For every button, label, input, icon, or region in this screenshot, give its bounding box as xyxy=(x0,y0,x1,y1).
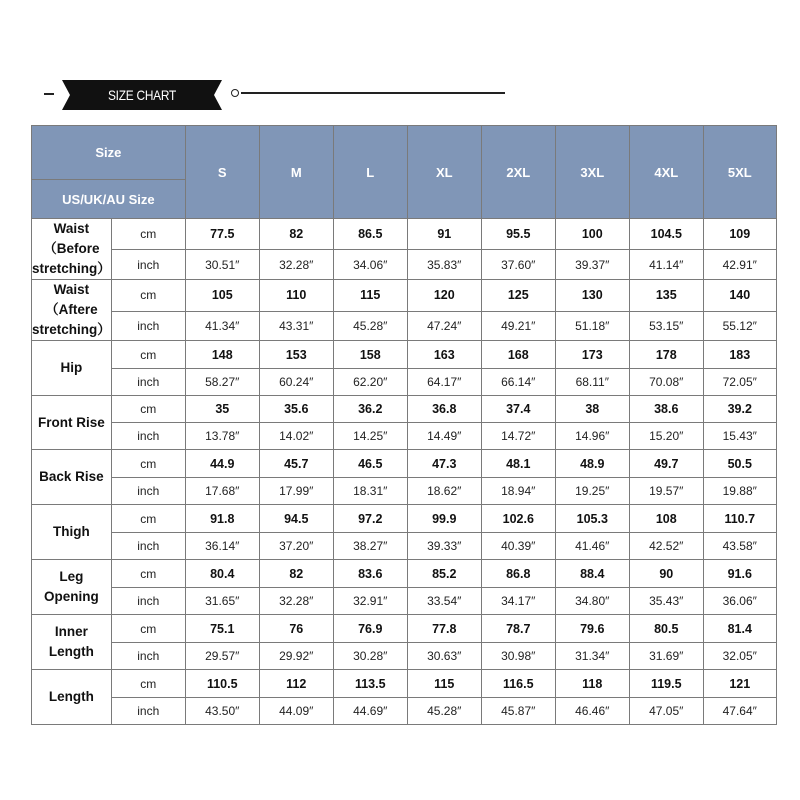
measurement-label xyxy=(32,505,112,560)
measurement-label-line: stretching） xyxy=(32,322,111,337)
inch-value-cell: 14.02″ xyxy=(259,423,333,450)
inch-value-cell: 41.34″ xyxy=(185,311,259,340)
inch-value-cell: 32.05″ xyxy=(703,643,776,670)
inch-value-cell: 34.17″ xyxy=(481,588,555,615)
inch-value-cell: 62.20″ xyxy=(333,369,407,396)
unit-inch-cell: inch xyxy=(111,478,185,505)
measurement-label-line: Thigh xyxy=(53,524,90,539)
inch-value-cell: 43.50″ xyxy=(185,698,259,725)
measurement-label xyxy=(32,341,112,396)
cm-value-cell: 178 xyxy=(629,341,703,369)
measurement-row-cm xyxy=(32,396,777,423)
cm-value-cell: 153 xyxy=(259,341,333,369)
cm-value-cell: 108 xyxy=(629,505,703,533)
measurement-row-inch xyxy=(32,478,777,505)
measurement-label xyxy=(32,396,112,450)
cm-value-cell: 135 xyxy=(629,280,703,312)
inch-value-cell: 31.65″ xyxy=(185,588,259,615)
unit-cm-cell: cm xyxy=(111,341,185,369)
inch-value-cell: 17.99″ xyxy=(259,478,333,505)
inch-value-cell: 18.31″ xyxy=(333,478,407,505)
inch-value-cell: 18.62″ xyxy=(407,478,481,505)
measurement-row-inch xyxy=(32,533,777,560)
unit-cm-cell: cm xyxy=(111,396,185,423)
cm-value-cell: 140 xyxy=(703,280,776,312)
inch-value-cell: 34.80″ xyxy=(555,588,629,615)
size-col-header: 3XL xyxy=(555,126,629,219)
size-col-header: 4XL xyxy=(629,126,703,219)
cm-value-cell: 119.5 xyxy=(629,670,703,698)
measurement-label-line: Waist xyxy=(53,282,90,297)
inch-value-cell: 19.57″ xyxy=(629,478,703,505)
unit-inch-cell: inch xyxy=(111,698,185,725)
cm-value-cell: 82 xyxy=(259,560,333,588)
inch-value-cell: 40.39″ xyxy=(481,533,555,560)
measurement-label-line: Length xyxy=(48,644,94,659)
measurement-label-line: Waist xyxy=(53,221,90,236)
cm-value-cell: 38.6 xyxy=(629,396,703,423)
inch-value-cell: 14.72″ xyxy=(481,423,555,450)
inch-value-cell: 13.78″ xyxy=(185,423,259,450)
inch-value-cell: 49.21″ xyxy=(481,311,555,340)
unit-cm-cell: cm xyxy=(111,450,185,478)
size-col-header: XL xyxy=(407,126,481,219)
measurement-label xyxy=(32,219,112,280)
cm-value-cell: 44.9 xyxy=(185,450,259,478)
inch-value-cell: 53.15″ xyxy=(629,311,703,340)
unit-cm-cell: cm xyxy=(111,615,185,643)
unit-inch-cell: inch xyxy=(111,369,185,396)
measurement-label-line: Opening xyxy=(44,589,99,604)
cm-value-cell: 49.7 xyxy=(629,450,703,478)
cm-value-cell: 105 xyxy=(185,280,259,312)
measurement-label xyxy=(32,615,112,670)
unit-inch-cell: inch xyxy=(111,533,185,560)
inch-value-cell: 36.14″ xyxy=(185,533,259,560)
cm-value-cell: 76.9 xyxy=(333,615,407,643)
inch-value-cell: 68.11″ xyxy=(555,369,629,396)
size-chart-table xyxy=(31,125,777,725)
header-rule xyxy=(241,92,505,94)
unit-cm-cell: cm xyxy=(111,560,185,588)
cm-value-cell: 36.8 xyxy=(407,396,481,423)
inch-value-cell: 55.12″ xyxy=(703,311,776,340)
inch-value-cell: 34.06″ xyxy=(333,250,407,280)
inch-value-cell: 35.83″ xyxy=(407,250,481,280)
cm-value-cell: 102.6 xyxy=(481,505,555,533)
inch-value-cell: 72.05″ xyxy=(703,369,776,396)
inch-value-cell: 19.88″ xyxy=(703,478,776,505)
cm-value-cell: 80.4 xyxy=(185,560,259,588)
cm-value-cell: 99.9 xyxy=(407,505,481,533)
cm-value-cell: 79.6 xyxy=(555,615,629,643)
measurement-row-inch xyxy=(32,250,777,280)
measurement-row-cm xyxy=(32,560,777,588)
unit-cm-cell: cm xyxy=(111,505,185,533)
inch-value-cell: 29.57″ xyxy=(185,643,259,670)
region-size-header-cell: US/UK/AU Size xyxy=(32,180,186,219)
cm-value-cell: 81.4 xyxy=(703,615,776,643)
inch-value-cell: 41.46″ xyxy=(555,533,629,560)
inch-value-cell: 47.64″ xyxy=(703,698,776,725)
inch-value-cell: 39.37″ xyxy=(555,250,629,280)
measurement-row-cm xyxy=(32,505,777,533)
cm-value-cell: 116.5 xyxy=(481,670,555,698)
inch-value-cell: 45.28″ xyxy=(407,698,481,725)
cm-value-cell: 110 xyxy=(259,280,333,312)
measurement-row-inch xyxy=(32,698,777,725)
cm-value-cell: 148 xyxy=(185,341,259,369)
cm-value-cell: 48.9 xyxy=(555,450,629,478)
cm-value-cell: 91.8 xyxy=(185,505,259,533)
cm-value-cell: 77.8 xyxy=(407,615,481,643)
inch-value-cell: 43.58″ xyxy=(703,533,776,560)
measurement-row-inch xyxy=(32,369,777,396)
measurement-label-line: Length xyxy=(48,689,94,704)
inch-value-cell: 32.28″ xyxy=(259,250,333,280)
inch-value-cell: 29.92″ xyxy=(259,643,333,670)
cm-value-cell: 105.3 xyxy=(555,505,629,533)
cm-value-cell: 115 xyxy=(333,280,407,312)
inch-value-cell: 39.33″ xyxy=(407,533,481,560)
size-chart-banner xyxy=(62,80,222,110)
unit-cm-cell: cm xyxy=(111,280,185,312)
measurement-label-line: stretching） xyxy=(32,261,111,276)
cm-value-cell: 130 xyxy=(555,280,629,312)
measurement-row-inch xyxy=(32,311,777,340)
cm-value-cell: 110.7 xyxy=(703,505,776,533)
cm-value-cell: 109 xyxy=(703,219,776,250)
size-col-header: L xyxy=(333,126,407,219)
unit-inch-cell: inch xyxy=(111,250,185,280)
measurement-row-cm xyxy=(32,450,777,478)
cm-value-cell: 47.3 xyxy=(407,450,481,478)
inch-value-cell: 32.91″ xyxy=(333,588,407,615)
inch-value-cell: 51.18″ xyxy=(555,311,629,340)
cm-value-cell: 163 xyxy=(407,341,481,369)
cm-value-cell: 35.6 xyxy=(259,396,333,423)
inch-value-cell: 45.87″ xyxy=(481,698,555,725)
header-row-size xyxy=(32,126,777,180)
cm-value-cell: 173 xyxy=(555,341,629,369)
measurement-label-line: Back Rise xyxy=(39,469,104,484)
inch-value-cell: 46.46″ xyxy=(555,698,629,725)
cm-value-cell: 85.2 xyxy=(407,560,481,588)
measurement-row-inch xyxy=(32,423,777,450)
inch-value-cell: 30.63″ xyxy=(407,643,481,670)
inch-value-cell: 14.49″ xyxy=(407,423,481,450)
measurement-label-line: Hip xyxy=(60,360,83,375)
size-col-header: S xyxy=(185,126,259,219)
inch-value-cell: 17.68″ xyxy=(185,478,259,505)
cm-value-cell: 125 xyxy=(481,280,555,312)
cm-value-cell: 39.2 xyxy=(703,396,776,423)
inch-value-cell: 42.91″ xyxy=(703,250,776,280)
size-chart-body xyxy=(32,126,777,725)
unit-inch-cell: inch xyxy=(111,423,185,450)
cm-value-cell: 104.5 xyxy=(629,219,703,250)
cm-value-cell: 35 xyxy=(185,396,259,423)
cm-value-cell: 86.8 xyxy=(481,560,555,588)
measurement-label xyxy=(32,450,112,505)
header-circle-ornament xyxy=(231,89,239,97)
cm-value-cell: 183 xyxy=(703,341,776,369)
measurement-label xyxy=(32,670,112,725)
cm-value-cell: 95.5 xyxy=(481,219,555,250)
inch-value-cell: 66.14″ xyxy=(481,369,555,396)
inch-value-cell: 36.06″ xyxy=(703,588,776,615)
measurement-row-cm xyxy=(32,615,777,643)
inch-value-cell: 45.28″ xyxy=(333,311,407,340)
inch-value-cell: 19.25″ xyxy=(555,478,629,505)
cm-value-cell: 45.7 xyxy=(259,450,333,478)
cm-value-cell: 112 xyxy=(259,670,333,698)
inch-value-cell: 14.96″ xyxy=(555,423,629,450)
cm-value-cell: 77.5 xyxy=(185,219,259,250)
cm-value-cell: 37.4 xyxy=(481,396,555,423)
inch-value-cell: 38.27″ xyxy=(333,533,407,560)
banner-title: SIZE CHART xyxy=(108,87,176,103)
cm-value-cell: 118 xyxy=(555,670,629,698)
cm-value-cell: 48.1 xyxy=(481,450,555,478)
inch-value-cell: 33.54″ xyxy=(407,588,481,615)
unit-inch-cell: inch xyxy=(111,643,185,670)
measurement-row-inch xyxy=(32,588,777,615)
size-col-header: 5XL xyxy=(703,126,776,219)
cm-value-cell: 38 xyxy=(555,396,629,423)
inch-value-cell: 42.52″ xyxy=(629,533,703,560)
cm-value-cell: 115 xyxy=(407,670,481,698)
cm-value-cell: 91.6 xyxy=(703,560,776,588)
inch-value-cell: 60.24″ xyxy=(259,369,333,396)
inch-value-cell: 47.24″ xyxy=(407,311,481,340)
cm-value-cell: 97.2 xyxy=(333,505,407,533)
unit-cm-cell: cm xyxy=(111,219,185,250)
inch-value-cell: 37.60″ xyxy=(481,250,555,280)
size-col-header: M xyxy=(259,126,333,219)
cm-value-cell: 120 xyxy=(407,280,481,312)
inch-value-cell: 37.20″ xyxy=(259,533,333,560)
unit-inch-cell: inch xyxy=(111,588,185,615)
inch-value-cell: 44.69″ xyxy=(333,698,407,725)
unit-inch-cell: inch xyxy=(111,311,185,340)
inch-value-cell: 70.08″ xyxy=(629,369,703,396)
measurement-label-line: （Aftere xyxy=(45,302,98,317)
measurement-row-cm xyxy=(32,219,777,250)
inch-value-cell: 14.25″ xyxy=(333,423,407,450)
measurement-row-cm xyxy=(32,341,777,369)
cm-value-cell: 80.5 xyxy=(629,615,703,643)
inch-value-cell: 44.09″ xyxy=(259,698,333,725)
measurement-label-line: （Before xyxy=(43,241,100,256)
cm-value-cell: 88.4 xyxy=(555,560,629,588)
measurement-row-inch xyxy=(32,643,777,670)
cm-value-cell: 86.5 xyxy=(333,219,407,250)
cm-value-cell: 113.5 xyxy=(333,670,407,698)
inch-value-cell: 30.28″ xyxy=(333,643,407,670)
cm-value-cell: 121 xyxy=(703,670,776,698)
inch-value-cell: 64.17″ xyxy=(407,369,481,396)
inch-value-cell: 41.14″ xyxy=(629,250,703,280)
inch-value-cell: 32.28″ xyxy=(259,588,333,615)
measurement-label xyxy=(32,280,112,341)
cm-value-cell: 78.7 xyxy=(481,615,555,643)
inch-value-cell: 18.94″ xyxy=(481,478,555,505)
cm-value-cell: 82 xyxy=(259,219,333,250)
measurement-label-line: Leg xyxy=(59,569,84,584)
cm-value-cell: 94.5 xyxy=(259,505,333,533)
inch-value-cell: 47.05″ xyxy=(629,698,703,725)
cm-value-cell: 50.5 xyxy=(703,450,776,478)
inch-value-cell: 30.51″ xyxy=(185,250,259,280)
cm-value-cell: 91 xyxy=(407,219,481,250)
size-header-cell: Size xyxy=(32,126,186,180)
inch-value-cell: 31.34″ xyxy=(555,643,629,670)
inch-value-cell: 15.43″ xyxy=(703,423,776,450)
cm-value-cell: 76 xyxy=(259,615,333,643)
cm-value-cell: 75.1 xyxy=(185,615,259,643)
measurement-label xyxy=(32,560,112,615)
inch-value-cell: 35.43″ xyxy=(629,588,703,615)
measurement-row-cm xyxy=(32,280,777,312)
inch-value-cell: 15.20″ xyxy=(629,423,703,450)
cm-value-cell: 100 xyxy=(555,219,629,250)
cm-value-cell: 36.2 xyxy=(333,396,407,423)
cm-value-cell: 158 xyxy=(333,341,407,369)
measurement-row-cm xyxy=(32,670,777,698)
cm-value-cell: 168 xyxy=(481,341,555,369)
cm-value-cell: 83.6 xyxy=(333,560,407,588)
cm-value-cell: 90 xyxy=(629,560,703,588)
inch-value-cell: 43.31″ xyxy=(259,311,333,340)
inch-value-cell: 58.27″ xyxy=(185,369,259,396)
size-col-header: 2XL xyxy=(481,126,555,219)
measurement-label-line: Front Rise xyxy=(38,414,105,430)
unit-cm-cell: cm xyxy=(111,670,185,698)
cm-value-cell: 46.5 xyxy=(333,450,407,478)
inch-value-cell: 30.98″ xyxy=(481,643,555,670)
measurement-label-line: Inner xyxy=(54,624,88,639)
header-dash xyxy=(44,93,54,95)
cm-value-cell: 110.5 xyxy=(185,670,259,698)
inch-value-cell: 31.69″ xyxy=(629,643,703,670)
